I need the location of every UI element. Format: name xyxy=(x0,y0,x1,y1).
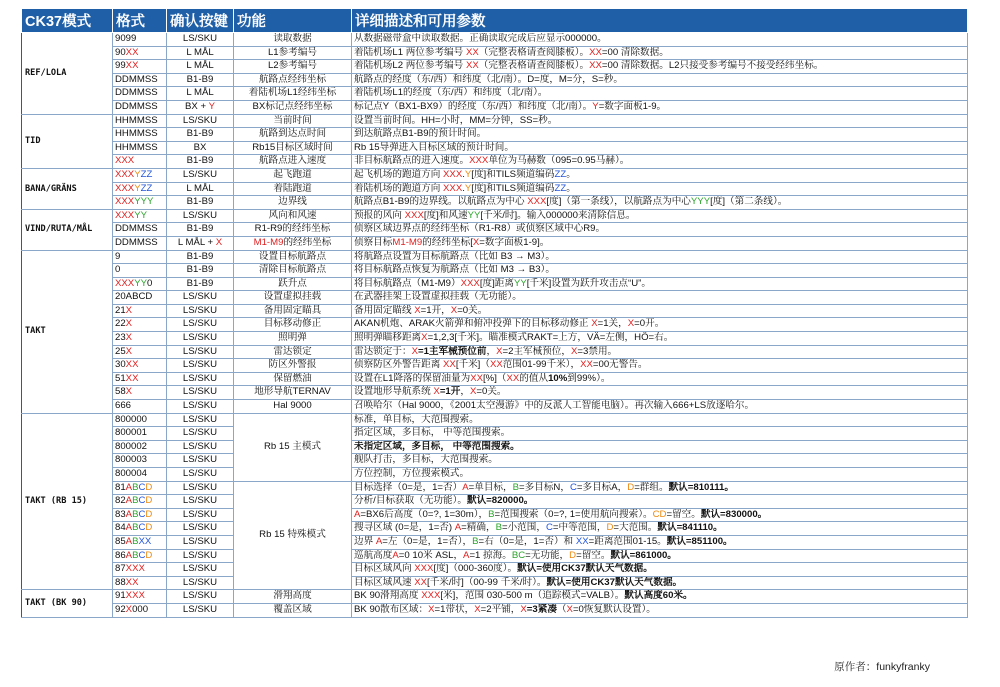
key-cell: LS/SKU xyxy=(167,318,234,332)
table-row xyxy=(22,345,968,359)
key-cell: LS/SKU xyxy=(167,454,234,468)
format-cell: 85ABXX xyxy=(113,535,167,549)
key-cell: L MÅL + X xyxy=(167,236,234,250)
key-cell: BX xyxy=(167,141,234,155)
format-cell: 800003 xyxy=(113,454,167,468)
key-cell: LS/SKU xyxy=(167,481,234,495)
function-cell: 目标移动修正 xyxy=(234,318,352,332)
format-cell: 22X xyxy=(113,318,167,332)
mode-cell: BANA/GRÄNS xyxy=(22,168,113,209)
description-cell: 到达航路点B1-B9的预计时间。 xyxy=(352,128,968,142)
key-cell: L MÅL xyxy=(167,87,234,101)
format-cell: XXXYZZ xyxy=(113,168,167,182)
function-cell: L2参考编号 xyxy=(234,60,352,74)
format-cell: 86ABCD xyxy=(113,549,167,563)
function-cell: 雷达锁定 xyxy=(234,345,352,359)
description-cell: 照明弹瞄移距离X=1,2,3[千米]。瞄准模式RAKT=上方，VÄ=左侧，HÖ=右。 xyxy=(352,332,968,346)
key-cell: B1-B9 xyxy=(167,155,234,169)
description-cell: 着陆机场的跑道方向 XXX.Y[度]和TILS频道编码ZZ。 xyxy=(352,182,968,196)
table-row xyxy=(22,250,968,264)
key-cell: B1-B9 xyxy=(167,250,234,264)
format-cell: XXXYZZ xyxy=(113,182,167,196)
key-cell: L MÅL xyxy=(167,46,234,60)
format-cell: 81ABCD xyxy=(113,481,167,495)
table-row xyxy=(22,495,968,509)
table-row xyxy=(22,128,968,142)
description-cell: 非目标航路点的进入速度。XXX单位为马赫数（095=0.95马赫）。 xyxy=(352,155,968,169)
table-row xyxy=(22,549,968,563)
format-cell: 91XXX xyxy=(113,590,167,604)
table-body xyxy=(22,33,968,618)
mode-cell: TAKT xyxy=(22,250,113,413)
format-cell: XXXYYY xyxy=(113,196,167,210)
format-cell: 25X xyxy=(113,345,167,359)
format-cell: XXXYY0 xyxy=(113,277,167,291)
format-cell: 87XXX xyxy=(113,563,167,577)
table-row xyxy=(22,468,968,482)
table-row xyxy=(22,33,968,47)
key-cell: LS/SKU xyxy=(167,332,234,346)
function-cell: 边界线 xyxy=(234,196,352,210)
description-cell: A=BX6后高度（0=?, 1=30m），B=范围搜索（0=?, 1=使用航向搜索）。CD=留空。默认=830000。 xyxy=(352,508,968,522)
table-row xyxy=(22,100,968,114)
mode-cell: TAKT (BK 90) xyxy=(22,590,113,617)
key-cell: LS/SKU xyxy=(167,508,234,522)
table-row xyxy=(22,114,968,128)
table-header-row xyxy=(22,9,968,33)
description-cell: 将航路点设置为目标航路点（比如 B3 → M3）。 xyxy=(352,250,968,264)
description-cell: AKAN机炮、ARAK火箭弹和俯冲投弹下的目标移动修正 X=1关，X=0开。 xyxy=(352,318,968,332)
description-cell: 侦察目标M1-M9的经纬坐标[X=数字面板1-9]。 xyxy=(352,236,968,250)
description-cell: Rb 15导弹进入目标区域的预计时间。 xyxy=(352,141,968,155)
table-row xyxy=(22,87,968,101)
table-row xyxy=(22,73,968,87)
key-cell: LS/SKU xyxy=(167,33,234,47)
key-cell: LS/SKU xyxy=(167,468,234,482)
format-cell: DDMMSS xyxy=(113,236,167,250)
function-cell: 保留燃油 xyxy=(234,372,352,386)
mode-cell: VIND/RUTA/MÅL xyxy=(22,209,113,250)
key-cell: B1-B9 xyxy=(167,264,234,278)
function-cell: Rb 15 主模式 xyxy=(234,413,352,481)
table-row xyxy=(22,277,968,291)
format-cell: 99XX xyxy=(113,60,167,74)
description-cell: 设置地形导航系统 X=1开，X=0关。 xyxy=(352,386,968,400)
description-cell: 侦察防区外警告距离 XX[千米]（XX范围01-99千米），XX=00无警告。 xyxy=(352,359,968,373)
function-cell: M1-M9的经纬坐标 xyxy=(234,236,352,250)
format-cell: 21X xyxy=(113,304,167,318)
key-cell: LS/SKU xyxy=(167,114,234,128)
function-cell: 滑翔高度 xyxy=(234,590,352,604)
header-description: 详细描述和可用参数 xyxy=(352,9,968,33)
key-cell: LS/SKU xyxy=(167,535,234,549)
description-cell: 备用固定瞄线 X=1开，X=0关。 xyxy=(352,304,968,318)
table-row xyxy=(22,522,968,536)
key-cell: LS/SKU xyxy=(167,522,234,536)
format-cell: HHMMSS xyxy=(113,128,167,142)
key-cell: B1-B9 xyxy=(167,196,234,210)
header-function: 功能 xyxy=(234,9,352,33)
key-cell: LS/SKU xyxy=(167,372,234,386)
function-cell: 地形导航TERNAV xyxy=(234,386,352,400)
description-cell: 边界 A=左（0=是，1=否），B=右（0=是，1=否）和 XX=距离范围01-15。默认=851100。 xyxy=(352,535,968,549)
author-credit: 原作者：funkyfranky xyxy=(834,661,930,673)
format-cell: 83ABCD xyxy=(113,508,167,522)
description-cell: 起飞机场的跑道方向 XXX.Y[度]和TILS频道编码ZZ。 xyxy=(352,168,968,182)
table-row xyxy=(22,141,968,155)
key-cell: B1-B9 xyxy=(167,128,234,142)
table-row xyxy=(22,182,968,196)
key-cell: LS/SKU xyxy=(167,590,234,604)
format-cell: DDMMSS xyxy=(113,87,167,101)
key-cell: LS/SKU xyxy=(167,495,234,509)
description-cell: 搜寻区域 (0=是，1=否) A=精确，B=小范围，C=中等范围，D=大范围。默认=841110。 xyxy=(352,522,968,536)
description-cell: 召唤哈尔（Hal 9000，《2001太空漫游》中的反派人工智能电脑）。再次输入666+LS放逐哈尔。 xyxy=(352,400,968,414)
function-cell: 当前时间 xyxy=(234,114,352,128)
description-cell: 舰队打击，多目标，大范围搜索。 xyxy=(352,454,968,468)
key-cell: LS/SKU xyxy=(167,400,234,414)
description-cell: 目标选择（0=是，1=否）A=单目标，B=多目标N，C=多目标A，D=群组。默认=810111。 xyxy=(352,481,968,495)
description-cell: BK 90散布区域：X=1带状，X=2平铺，X=3紧凑（X=0恢复默认设置）。 xyxy=(352,603,968,617)
description-cell: 设置在L1降落的保留油量为XX[%]（XX的值从10%到99%）。 xyxy=(352,372,968,386)
function-cell: 风向和风速 xyxy=(234,209,352,223)
function-cell: 覆盖区域 xyxy=(234,603,352,617)
key-cell: B1-B9 xyxy=(167,73,234,87)
table-row xyxy=(22,46,968,60)
key-cell: LS/SKU xyxy=(167,304,234,318)
table-row xyxy=(22,386,968,400)
format-cell: 9 xyxy=(113,250,167,264)
mode-cell: REF/LOLA xyxy=(22,33,113,115)
key-cell: LS/SKU xyxy=(167,168,234,182)
key-cell: LS/SKU xyxy=(167,576,234,590)
description-cell: 航路点B1-B9的边界线。以航路点为中心 XXX[度]（第一条线），以航路点为中心YYY[度]（第二条线）。 xyxy=(352,196,968,210)
format-cell: 51XX xyxy=(113,372,167,386)
format-cell: DDMMSS xyxy=(113,223,167,237)
key-cell: LS/SKU xyxy=(167,440,234,454)
format-cell: XXX xyxy=(113,155,167,169)
header-key: 确认按键 xyxy=(167,9,234,33)
function-cell: BX标记点经纬坐标 xyxy=(234,100,352,114)
table-row xyxy=(22,563,968,577)
format-cell: 82ABCD xyxy=(113,495,167,509)
table-row xyxy=(22,332,968,346)
description-cell: 着陆机场L1的经度（东/西）和纬度（北/南）。 xyxy=(352,87,968,101)
table-row xyxy=(22,60,968,74)
format-cell: XXXYY xyxy=(113,209,167,223)
key-cell: LS/SKU xyxy=(167,427,234,441)
format-cell: 800002 xyxy=(113,440,167,454)
table-row xyxy=(22,209,968,223)
function-cell: 防区外警报 xyxy=(234,359,352,373)
format-cell: 0 xyxy=(113,264,167,278)
table-row xyxy=(22,603,968,617)
format-cell: 666 xyxy=(113,400,167,414)
function-cell: Rb 15 特殊模式 xyxy=(234,481,352,590)
description-cell: 标准，单目标，大范围搜索。 xyxy=(352,413,968,427)
description-cell: 巡航高度A=0 10米 ASL，A=1 掠海。BC=无功能，D=留空。默认=861000。 xyxy=(352,549,968,563)
key-cell: B1-B9 xyxy=(167,277,234,291)
table-row xyxy=(22,372,968,386)
function-cell: 照明弹 xyxy=(234,332,352,346)
function-cell: L1参考编号 xyxy=(234,46,352,60)
description-cell: 将目标航路点（M1-M9）XXX[度]距离YY[千米]设置为跃升攻击点“U”。 xyxy=(352,277,968,291)
table-row xyxy=(22,454,968,468)
table-row xyxy=(22,535,968,549)
description-cell: 未指定区域，多目标， 中等范围搜索。 xyxy=(352,440,968,454)
format-cell: 9099 xyxy=(113,33,167,47)
key-cell: LS/SKU xyxy=(167,549,234,563)
key-cell: LS/SKU xyxy=(167,345,234,359)
function-cell: 航路到达点时间 xyxy=(234,128,352,142)
format-cell: HHMMSS xyxy=(113,114,167,128)
function-cell: 清除目标航路点 xyxy=(234,264,352,278)
function-cell: 备用固定瞄具 xyxy=(234,304,352,318)
format-cell: 90XX xyxy=(113,46,167,60)
description-cell: 在武器挂架上设置虚拟挂载（无功能）。 xyxy=(352,291,968,305)
format-cell: 92X000 xyxy=(113,603,167,617)
table-row xyxy=(22,155,968,169)
ck37-reference-sheet xyxy=(21,8,967,618)
table-row xyxy=(22,223,968,237)
table-row xyxy=(22,413,968,427)
key-cell: LS/SKU xyxy=(167,291,234,305)
function-cell: R1-R9的经纬坐标 xyxy=(234,223,352,237)
format-cell: 20ABCD xyxy=(113,291,167,305)
table-row xyxy=(22,440,968,454)
description-cell: 航路点的经度（东/西）和纬度（北/南）。D=度，M=分，S=秒。 xyxy=(352,73,968,87)
format-cell: 800004 xyxy=(113,468,167,482)
key-cell: LS/SKU xyxy=(167,386,234,400)
mode-cell: TAKT (RB 15) xyxy=(22,413,113,590)
format-cell: 800001 xyxy=(113,427,167,441)
table-row xyxy=(22,304,968,318)
table-row xyxy=(22,427,968,441)
description-cell: 方位控制，方位搜索模式。 xyxy=(352,468,968,482)
mode-cell: TID xyxy=(22,114,113,168)
key-cell: LS/SKU xyxy=(167,209,234,223)
format-cell: 30XX xyxy=(113,359,167,373)
key-cell: LS/SKU xyxy=(167,413,234,427)
format-cell: 23X xyxy=(113,332,167,346)
function-cell: 航路点经纬坐标 xyxy=(234,73,352,87)
description-cell: 目标区域风向 XXX[度]（000-360度）。默认=使用CK37默认天气数据。 xyxy=(352,563,968,577)
description-cell: 雷达锁定于：X=1主军械预位前，X=2主军械预位，X=3禁用。 xyxy=(352,345,968,359)
table-row xyxy=(22,318,968,332)
format-cell: 58X xyxy=(113,386,167,400)
description-cell: 指定区域，多目标， 中等范围搜索。 xyxy=(352,427,968,441)
description-cell: 目标区域风速 XX[千米/时]（00-99 千米/时）。默认=使用CK37默认天气数据。 xyxy=(352,576,968,590)
table-row xyxy=(22,196,968,210)
table-row xyxy=(22,576,968,590)
key-cell: BX + Y xyxy=(167,100,234,114)
key-cell: L MÅL xyxy=(167,60,234,74)
format-cell: 800000 xyxy=(113,413,167,427)
format-cell: DDMMSS xyxy=(113,73,167,87)
description-cell: 着陆机场L2 两位参考编号 XX（完整表格请查阅膝板）。XX=00 清除数据。L2只接受参考编号不接受经纬坐标。 xyxy=(352,60,968,74)
key-cell: LS/SKU xyxy=(167,563,234,577)
function-cell: 着陆跑道 xyxy=(234,182,352,196)
header-mode: CK37模式 xyxy=(22,9,113,33)
function-cell: 起飞跑道 xyxy=(234,168,352,182)
key-cell: B1-B9 xyxy=(167,223,234,237)
description-cell: 设置当前时间。HH=小时，MM=分钟，SS=秒。 xyxy=(352,114,968,128)
function-cell: 着陆机场L1经纬坐标 xyxy=(234,87,352,101)
format-cell: 88XX xyxy=(113,576,167,590)
key-cell: L MÅL xyxy=(167,182,234,196)
format-cell: DDMMSS xyxy=(113,100,167,114)
function-cell: Hal 9000 xyxy=(234,400,352,414)
table-row xyxy=(22,291,968,305)
function-cell: 读取数据 xyxy=(234,33,352,47)
function-cell: 设置目标航路点 xyxy=(234,250,352,264)
function-cell: 设置虚拟挂载 xyxy=(234,291,352,305)
description-cell: 着陆机场L1 两位参考编号 XX（完整表格请查阅膝板）。XX=00 清除数据。 xyxy=(352,46,968,60)
table-row xyxy=(22,236,968,250)
description-cell: BK 90滑翔高度 XXX[米]，范围 030-500 m（追踪模式=VALB）。默认高度60米。 xyxy=(352,590,968,604)
table-row xyxy=(22,481,968,495)
format-cell: HHMMSS xyxy=(113,141,167,155)
header-format: 格式 xyxy=(113,9,167,33)
description-cell: 从数据磁带盒中读取数据。正确读取完成后应显示000000。 xyxy=(352,33,968,47)
key-cell: LS/SKU xyxy=(167,603,234,617)
table-row xyxy=(22,400,968,414)
function-cell: 航路点进入速度 xyxy=(234,155,352,169)
function-cell: Rb15目标区域时间 xyxy=(234,141,352,155)
function-cell: 跃升点 xyxy=(234,277,352,291)
description-cell: 预报的风向 XXX[度]和风速YY[千米/时]。输入000000来清除信息。 xyxy=(352,209,968,223)
description-cell: 分析/目标获取（无功能）。默认=820000。 xyxy=(352,495,968,509)
format-cell: 84ABCD xyxy=(113,522,167,536)
table-row xyxy=(22,264,968,278)
ck37-table xyxy=(21,8,968,618)
table-row xyxy=(22,168,968,182)
description-cell: 将目标航路点恢复为航路点（比如 M3 → B3）。 xyxy=(352,264,968,278)
description-cell: 侦察区域边界点的经纬坐标（R1-R8）或侦察区域中心R9。 xyxy=(352,223,968,237)
description-cell: 标记点Y（BX1-BX9）的经度（东/西）和纬度（北/南）。Y=数字面板1-9。 xyxy=(352,100,968,114)
table-row xyxy=(22,590,968,604)
table-row xyxy=(22,508,968,522)
table-row xyxy=(22,359,968,373)
key-cell: LS/SKU xyxy=(167,359,234,373)
